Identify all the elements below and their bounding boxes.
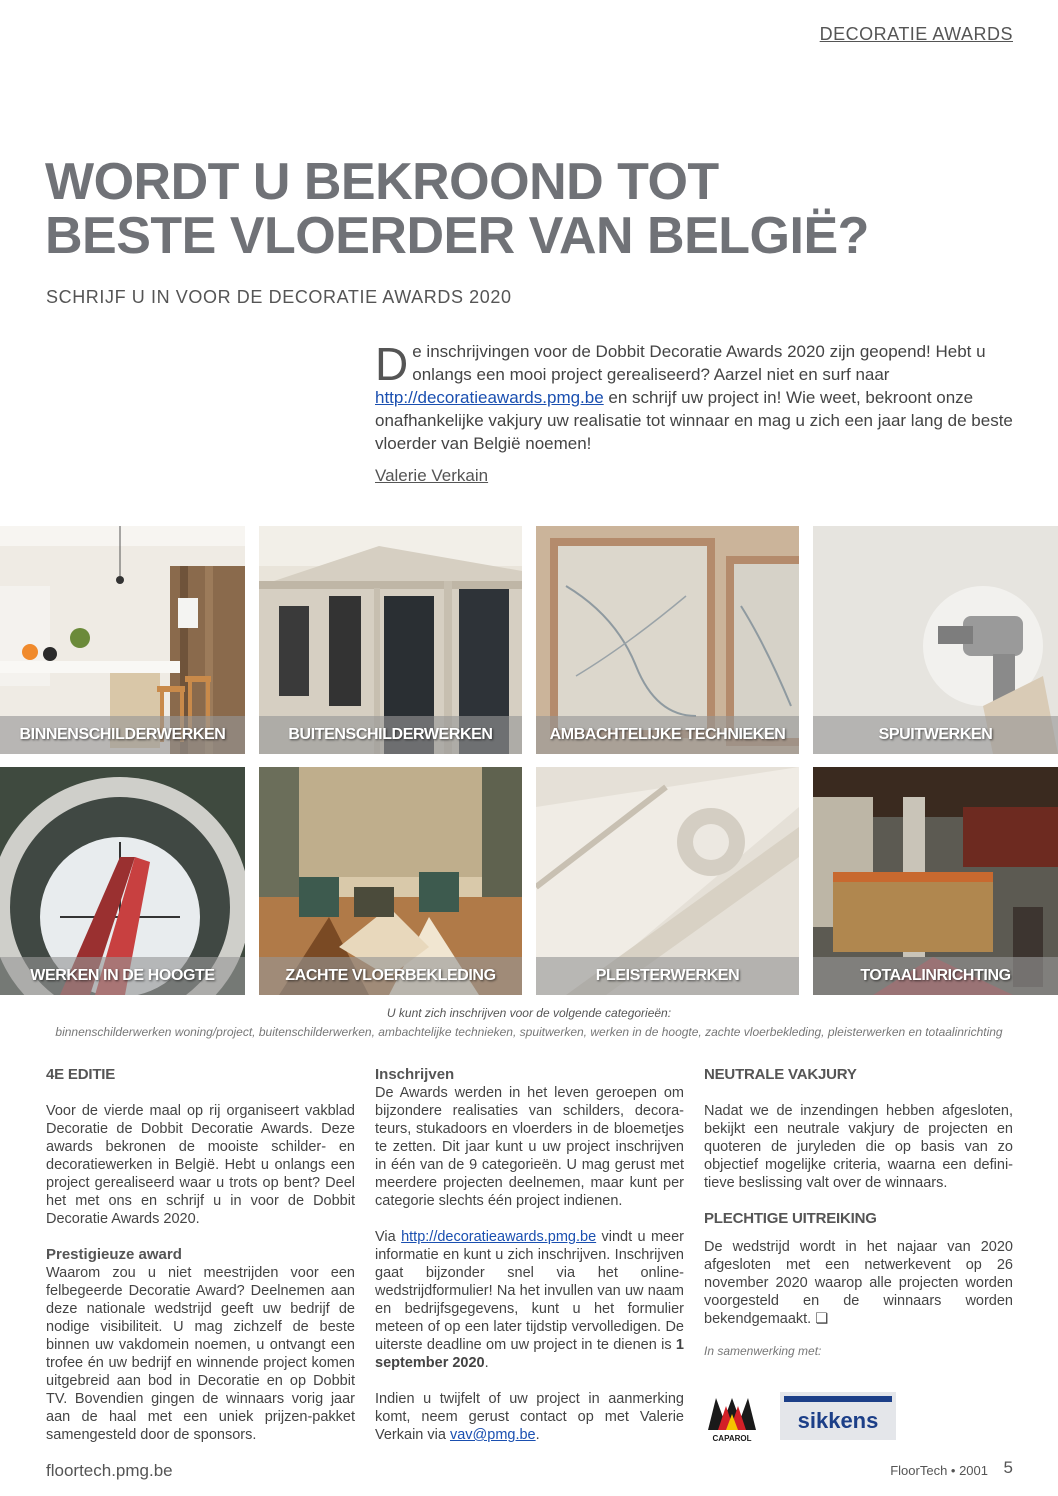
column-registration [375,1066,684,1444]
author-name[interactable]: Valerie Verkain [375,466,489,485]
text-segment: Indien u twijfelt of uw project in aanmerking komt, neem gerust contact op met Valerie Verkain via [375,1391,684,1443]
category-label: ZACHTE VLOERBEKLEDING [259,957,522,995]
sponsors-label: In samenwerking met: [704,1344,822,1358]
intro-text-2: en schrijf uw project in! Wie weet, bekroont onze onafhankelijke vakjury uw realisatie tot winnaar en mag u zich een jaar lang de beste vloerder van België noemen! [375,388,1013,453]
category-tile-zachte-vloerbekleding [259,767,522,995]
sponsor-logos [704,1390,904,1444]
category-tile-spuitwerken [813,526,1058,754]
caparol-logo [708,1398,756,1443]
text-segment: . [484,1355,489,1371]
footer-website[interactable]: floortech.pmg.be [46,1461,173,1480]
column-edition [46,1066,355,1444]
subheading-prestige-award: Prestigieuze award [46,1246,182,1263]
intro-paragraph [375,340,1015,455]
category-tile-buitenschilderwerken [259,526,522,754]
category-label: AMBACHTELIJKE TECHNIEKEN [536,716,799,754]
caparol-text: CAPAROL [712,1434,752,1443]
awards-link[interactable]: http://decoratieawards.pmg.be [375,388,604,407]
category-label: WERKEN IN DE HOOGTE [0,957,245,995]
edition-paragraph: Voor de vierde maal op rij organiseert vakblad Decoratie de Dobbit Decoratie Awards. Deze awards bekronen de mooiste schilder- en decoratiewerken in België. Hebt u onlangs een project gerealiseerd waar u trots op bent? Deel het met ons en schrijf u in voor de Dobbit Decoratie Awards 2020. [46,1103,355,1227]
registration-paragraph-2 [375,1228,684,1372]
category-label: BINNENSCHILDERWERKEN [0,716,245,754]
category-tile-totaalinrichting [813,767,1058,995]
section-heading-ceremony: PLECHTIGE UITREIKING [704,1210,877,1227]
categories-list: binnenschilderwerken woning/project, buitenschilderwerken, ambachtelijke technieken, spuitwerken, werken in de hoogte, zachte vloerbekleding, pleisterwerken en totaalinrichting [55,1025,1003,1039]
category-tile-pleisterwerken [536,767,799,995]
categories-caption: U kunt zich inschrijven voor de volgende categorieën: [386,1006,672,1020]
headline-line-2: BESTE VLOERDER VAN BELGIË? [45,207,869,265]
deadline-date: 1 september 2020 [375,1337,684,1371]
text-segment: vindt u meer informatie en kunt u zich inschrijven. Inschrijven gaat bijzonder snel via het online-wedstrijdformulier! Na het invullen van uw naam en bedrijfsgegevens, kunt u het formulier meteen of op een later tijdstip vervolledigen. De uiterste deadline om uw project in te dienen is [375,1229,684,1353]
category-tile-ambachtelijke-technieken [536,526,799,754]
prestige-paragraph: Waarom zou u niet meestrijden voor een felbegeerde Decoratie Award? Deelnemen aan deze nationale wedstrijd geeft uw bedrijf de nodige visibiliteit. U mag zichzelf de beste binnen uw vakdomein noemen, u ontvangt een trofee én uw bedrijf en winnende project komen uitgebreid aan bod in Decoratie en op Dobbit TV. Bovendien gingen de winnaars vorig jaar aan de haal met een uniek prijzen-pakket samengesteld door de sponsors. [46,1265,355,1443]
headline [45,155,869,263]
sikkens-text: sikkens [797,1408,879,1433]
category-label: BUITENSCHILDERWERKEN [259,716,522,754]
section-heading-registration: Inschrijven [375,1066,455,1083]
section-tag: DECORATIE AWARDS [819,24,1013,44]
text-segment: Via [375,1229,402,1245]
page-number: 5 [1003,1458,1013,1477]
email-link[interactable]: vav@pmg.be [449,1427,536,1443]
section-heading-edition: 4E EDITIE [46,1066,116,1083]
text-segment: . [535,1427,540,1443]
sikkens-logo [780,1392,896,1440]
column-jury [704,1066,1013,1360]
drop-cap: D [375,338,409,390]
category-tile-binnenschilderwerken [0,526,245,754]
intro-text-1: e inschrijvingen voor de Dobbit Decoratie Awards 2020 zijn geopend! Hebt u onlangs een mooi project gerealiseerd? Aarzel niet en surf naar [412,342,986,384]
footer-issue: FloorTech • 2001 [890,1463,988,1478]
awards-link-body[interactable]: http://decoratieawards.pmg.be [401,1229,597,1245]
section-heading-jury: NEUTRALE VAKJURY [704,1066,857,1083]
category-tile-werken-in-de-hoogte [0,767,245,995]
category-label: PLEISTERWERKEN [536,957,799,995]
subheading: SCHRIJF U IN VOOR DE DECORATIE AWARDS 2020 [46,287,512,307]
category-label: SPUITWERKEN [813,716,1058,754]
headline-line-1: WORDT U BEKROOND TOT [45,153,719,211]
ceremony-paragraph: De wedstrijd wordt in het najaar van 2020 afgesloten met een netwerkevent op 26 november 2020 waarop alle projecten worden voorgesteld en de winnaars worden bekendgemaakt. ❏ [704,1239,1013,1327]
category-label: TOTAALINRICHTING [813,957,1058,995]
registration-paragraph-1: De Awards werden in het leven geroepen om bijzondere realisaties van schilders, decora-teurs, stukadoors en vloerders in de bloemetjes te zetten. Dit jaar kunt u uw project inschrijven in één van de 9 categorieën. U mag gerust met meerdere projecten deelnemen, maar kunt per categorie slechts één project indienen. [375,1085,684,1209]
registration-paragraph-3 [375,1390,684,1444]
jury-paragraph: Nadat we de inzendingen hebben afgesloten, bekijkt een neutrale vakjury de projecten en quoteren de juryleden die op basis van zo objectief mogelijke criteria, waarna een defini-tieve beslissing valt over de winnaars. [704,1103,1013,1191]
